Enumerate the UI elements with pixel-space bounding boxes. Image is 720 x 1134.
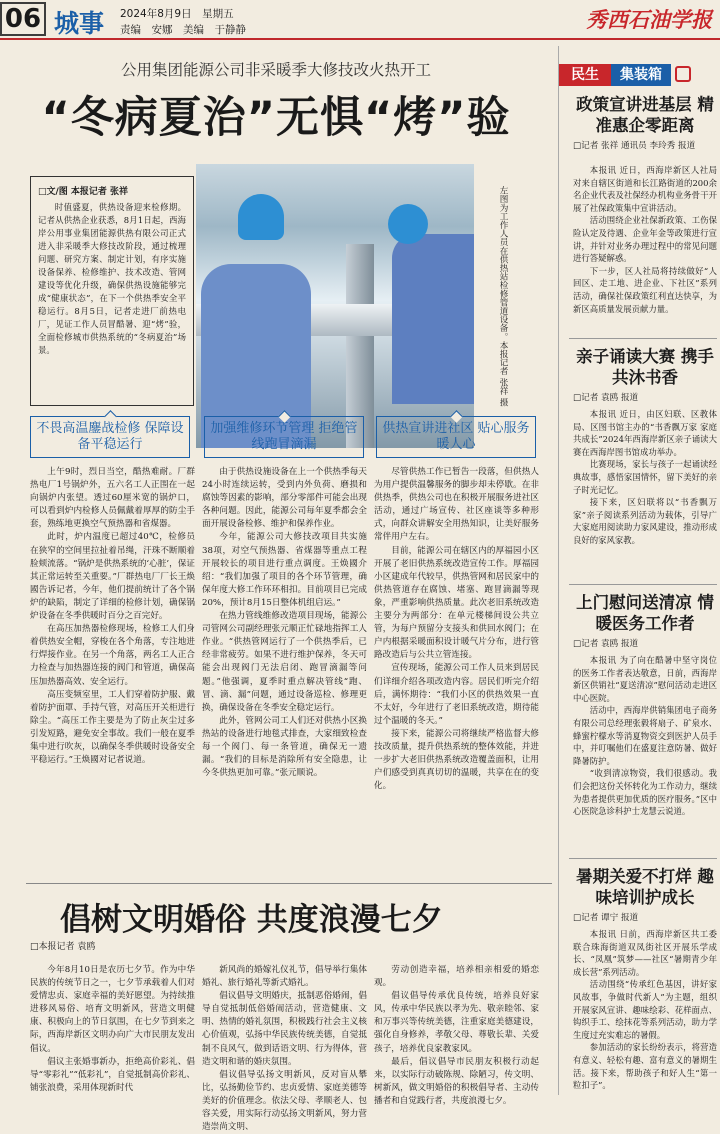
story-2-byline: □记者 袁鸥 报道 [573,393,639,403]
paragraph: 本报讯 为了向在酷暑中坚守岗位的医务工作者表达敬意，日前，西海岸新区供销社“夏送清凉”慰问活动走进区中心医院。 [573,655,717,703]
paragraph: 今年，能源公司大修技改项目共实施38项，对空气预热器、省煤器等重点工程开展较长的项目进行重点调度。王焕國介绍：“我们加强了项目的各个环节管理，确保年度大修工作环环相扣。目前项目已完成20%，预计8月15日整体机组启运。” [202,532,367,608]
feature-column-1 [30,466,195,767]
photo-worker-right [392,234,474,404]
feature-lead-text: 时值盛夏，供热设备迎来检修期。记者从供热企业获悉，8月1日起，西海岸公用事业集团能源供热有限公司正式进入非采暖季大修技改阶段，通过梳理问题、研究方案、制定计划，有序实施设备保养、检修维护、技术改造、管网建设等优化升级，确保供热设施能够完成“健康状态”，在下一个供热季安全平稳运行。8月5日，记者走进厂前热电厂，见证工作人员冒酷暑、迎“烤”验，全面检修城市供热系统的“冬病夏治”场景。 [38,202,186,355]
story-1-body [573,164,717,315]
hardhat-icon-2 [388,204,428,244]
paragraph: 此时，炉内温度已超过40℃，检修员在狭窄的空间里拉扯着吊绳，汗珠不断顺着脸颊流落。“锅炉是供热系统的‘心脏’，保证其正常运转至关重要。”厂群热电厂厂长王焕國告诉记者，今年，他们提前统计了各个锅炉的缺陷，制定了详细的检修计划，确保锅炉设备在冬季供暖时百分之百完好。 [30,532,195,622]
wedding-column-1 [30,964,195,1095]
subhead-1: 不畏高温鏖战检修 保障设备平稳运行 [30,416,190,458]
paragraph: 下一步，区人社局将持续做好“人回区、走工地、进企业、下社区”系列活动，确保社保政策红利直达快享，为新区高质量发展贡献力量。 [573,265,717,314]
badge-right: 集装箱 [611,64,671,86]
hardhat-icon [238,194,284,240]
paragraph: 上午9时，烈日当空，酷热难耐。厂群热电厂1号锅炉外，五六名工人正围在一起向锅炉内张望。透过60厘米宽的锅炉口，可以看到炉内检修人员佩戴着厚厚的防尘手套，熟练地更换空气预热器和省煤器。 [30,467,195,530]
story-1-title: 政策宣讲进基层 精准惠企零距离 [576,95,714,135]
paragraph: 本报讯 日前，西海岸新区共工委联合珠海街道双凤街社区开展乐学成长、“凤凰”筑梦——社区“暑期青少年成长营”系列活动。 [573,929,717,977]
subhead-2: 加强维修环节管理 拒绝管线跑冒滴漏 [204,416,364,458]
story-4-byline: □记者 谭宁 报道 [573,913,639,923]
paragraph: 活动围绕“传承红色基因，讲好家风故事，争做时代新人”为主题，组织开展家风宣讲、趣味绘彩、花样面点、钩织手工、绘抹花等系列活动，助力学生度过充实难忘的暑假。 [573,979,717,1040]
feature-area [0,46,552,1133]
paragraph: 活动中，西海岸供销集团电子商务有限公司总经理张毅将扇子、矿泉水、蜂蜜柠檬水等消夏物资交到医护人员手中，并叮嘱他们在盛夏注意防暑、做好降暑防护。 [573,705,717,766]
story-divider [569,584,717,585]
paragraph: 接下来，能源公司将继续严格监督大修技改质量，提升供热系统的整体效能，并进一步扩大老旧供热系统改造覆盖面积，让用户们感受到真真切切的温暖，共享在在的变化。 [374,728,539,792]
badge-left: 民生 [559,64,611,86]
paragraph: 本报讯 近日，西海岸新区人社局对来自辖区街道和长江路街道的200余名企业代表及社保经办机构业务骨干开展了社保政策集中宣讲活动。 [573,165,717,213]
paragraph: 最后，倡议倡导市民朋友积极行动起来，以实际行动破陈规、除陋习，传文明、树新风，做文明婚俗的积极倡导者、主动传播者和自觉践行者，共度浪漫七夕。 [374,1056,539,1106]
wedding-byline: □本报记者 袁鸥 [30,942,96,952]
story-2-body [573,408,717,547]
paragraph: 此外，管网公司工人们还对供热小区换热站的设备进行地毯式排查，大家细致检查每一个阀门、每一条管道，确保无一遗漏。“我们的目标是消除所有安全隐患，让今冬供热更加可靠。”张元顺说。 [202,715,367,779]
story-3-title: 上门慰问送清凉 情暖医务工作者 [576,593,714,633]
paragraph: 在高压加热器检修现场，检修工人们身着供热安全帽，穿梭在各个角落，专注地进行焊接作业。在另一个角落，两名工人正合力检查与加热器连接的阀门和管道，确保高压加热器高效、安全运行。 [30,624,195,687]
feature-byline: □文/图 本报记者 张祥 [38,187,129,197]
paragraph: 倡议主张婚事新办，拒绝高价彩礼、倡导“零彩礼”“低彩礼”，自觉抵制高价彩礼、铺张浪费，采用体现新时代 [30,1056,195,1093]
story-1-byline: □记者 张祥 通讯员 李玲秀 报道 [573,141,696,151]
story-2-title: 亲子诵读大赛 携手共沐书香 [576,347,714,387]
feature-headline: “冬病夏治”无惧“烤”验 [41,93,511,143]
feature-lead-box [30,176,194,406]
paragraph: 本报讯 近日，由区妇联、区教体局、区图书馆主办的“书香飘万家 家庭共成长”2024年西海岸新区亲子诵读大赛在西海岸图书馆成功举办。 [573,409,717,457]
feature-photo [196,164,474,448]
paragraph: 倡议倡导弘扬文明新风，反对盲从攀比，弘扬勤俭节约、忠贞爱情、家庭美德等美好的价值理念。依法父母、孝顺老人、包容关爱，用实际行动弘扬文明新风，努力营造崇尚文明、 [202,1069,367,1133]
subhead-3: 供热宣讲进社区 贴心服务暖人心 [376,416,536,458]
paragraph: 倡议倡导文明婚庆，抵制恶俗婚闹，倡导自觉抵制低俗婚闹活动，营造健康、文明、热情的婚礼氛围，积极践行社会主义核心价值观，弘扬中华民族传统美德，自觉抵制不良风气，做到话语文明、行为得体，营造文明和谐的婚庆氛围。 [202,991,367,1067]
paragraph: 尽管供热工作已暂告一段落，但供热人为用户提供温馨服务的脚步却未停歇。在非供热季，供热公司也在积极开展服务进社区活动，通过广场宣传、社区座谈等多种形式，向群众讲解安全用热知识，让美好服务常伴用户左右。 [374,467,539,543]
paragraph: 高压变频室里，工人们穿着防护服、戴着防护面罩、手持气管，对高压开关柜进行除尘。“高压工作主要是为了防止灰尘过多引发短路，避免安全事故。我们一般在夏季集中进行吹灰，以确保冬季供暖时设备安全平稳运行。”王焕國对记者说道。 [30,689,195,766]
wedding-headline: 倡树文明婚俗 共度浪漫七夕 [60,902,443,938]
paragraph: 参加活动的家长纷纷表示，将营造有意义、轻松有趣、富有意义的暑期生活。接下来，帮助孩子和好人生“第一粒扣子”。 [573,1042,717,1091]
paragraph: 宣传现场，能源公司工作人员来到居民们详细介绍各项改造内容。居民们听完介绍后，满怀期待：“我们小区的供热效果一直不太好，今年进行了老旧系统改造，期待能过个温暖的冬天。” [374,663,539,726]
wedding-column-3 [374,964,539,1108]
paragraph: 接下来，区妇联将以“书香飘万家”亲子阅读系列活动为载体，引导广大家庭用阅读助力家风建设，推动形成良好的家风家教。 [573,497,717,545]
photo-caption: 左图为工作人员在供热站检修管道设备。本报记者 张祥 摄 [498,186,508,407]
story-divider [569,338,717,339]
section-title: 城事 [54,9,105,38]
paragraph: 今年8月10日是农历七夕节。作为中华民族的传统节日之一，七夕节承载着人们对爱情忠贞、家庭幸福的美好愿望。为持续推进移风易俗、培育文明新风，营造文明健康、积极向上的节日氛围，在七夕节到来之际，西海岸新区文明办向广大市民朋友发出倡议。 [30,965,195,1054]
feature-column-2 [202,466,367,780]
masthead [0,0,720,40]
paragraph: 由于供热设施设备在上一个供热季每天24小时连续运转，受到内外负荷、磨损和腐蚀等因素的影响，部分零部件可能会出现各种问题。因此，能源公司每年夏季都会全面开展设备检修、维护和保养作业。 [202,467,367,530]
paragraph: “收到清凉物资，我们很感动。我们会把这份关怀转化为工作动力，继续为患者提供更加优质的医疗服务。”区中心医院急诊科护士龙慧云说道。 [573,768,717,817]
paragraph: 劳动创造幸福，培养相亲相爱的婚恋观。 [374,965,539,989]
paragraph: 活动围绕企业社保新政策、工伤保险认定及待遇、企业年金等政策进行宣讲，并针对业务办理过程中的常见问题进行答疑解惑。 [573,215,717,264]
story-3-byline: □记者 袁鸥 报道 [573,639,639,649]
story-3-body [573,654,717,818]
wedding-column-2 [202,964,367,1134]
story-4-body [573,928,717,1092]
editor-credits: 责编 安娜 美编 于静静 [120,24,246,36]
paragraph: 倡议倡导传承优良传统，培养良好家风，传承中华民族以孝为先、敬亲睦邻、家和万事兴等传统美德，注重家庭美德建设，强化自身修养，孝敬父母、尊敬长辈、关爱孩子，培养优良家教家风。 [374,991,539,1054]
paragraph: 目前，能源公司在辖区内的厚福园小区开展了老旧供热系统改造宣传工作。厚福园小区建成年代较早，供热管网和居民家中的供热管道存在腐蚀、堵塞、跑冒滴漏等现象，严重影响供热质量。此次老旧系统改造主要分为两部分：在单元楼梯间设公共立管，为每户预留分支接头和供回水阀门；在户内根据采暖面积设计暖气片分布，进行管路改造后与公共立管连接。 [374,545,539,661]
paper-logo: 秀西石油学报 [586,7,712,32]
feature-kicker: 公用集团能源公司非采暖季大修技改火热开工 [120,61,431,79]
sidebar [558,46,720,1095]
issue-date: 2024年8月9日 星期五 [120,8,234,20]
story-4-title: 暑期关爱不打烊 趣味培训护成长 [576,867,714,907]
feature-column-3 [374,466,539,793]
paragraph: 在热力管线维修改造项目现场，能源公司管网公司副经理张元顺正忙碌地指挥工人作业。“供热管网运行了一个供热季后，已经非常疲劳。如果不进行维护保养，冬天可能会出现阀门无法启闭、跑冒滴漏等问题。”他强调，夏季时重点解决管线“跑、冒、滴、漏”问题，通过设备巡检、修理更换，确保设备在冬季安全稳定运行。 [202,611,367,713]
paragraph: 新风尚的婚嫁礼仪礼节，倡导举行集体婚礼、旅行婚礼等新式婚礼。 [202,965,367,989]
section-divider [26,883,552,884]
paragraph: 比赛现场，家长与孩子一起诵读经典故事，感悟家国情怀，留下美好的亲子时光记忆。 [573,459,717,495]
story-divider [569,858,717,859]
sidebar-badge [559,64,683,86]
page-number: 06 [0,2,46,36]
newspaper-icon [675,66,691,82]
